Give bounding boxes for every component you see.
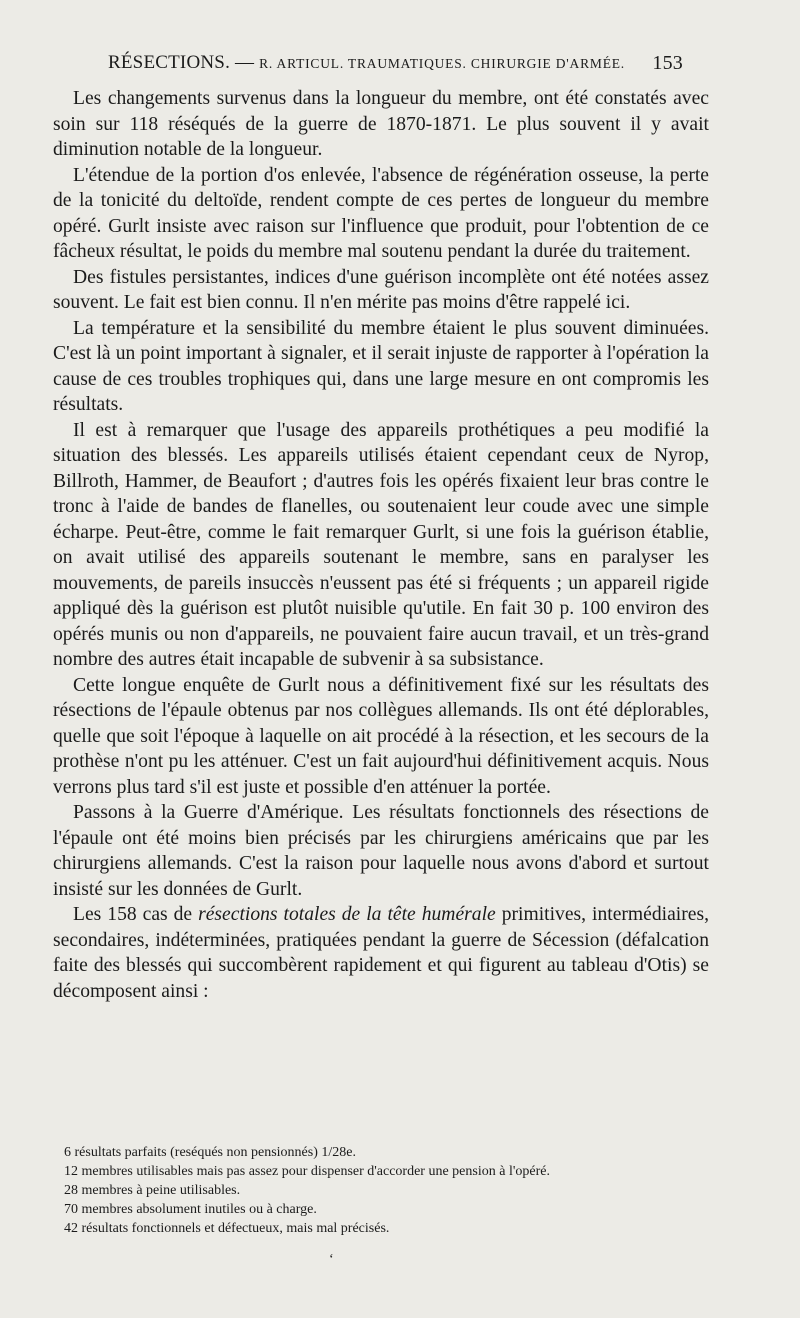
results-list (64, 1143, 714, 1238)
paragraph: Il est à remarquer que l'usage des appareils prothétiques a peu modifié la situation des blessés. Les appareils utilisés étaient cependant ceux de Nyrop, Billroth, Hammer, de Beaufort ; d'autres fois les opérés fixaient leur bras contre le tronc à l'aide de bandes de flanelles, ou soutenaient leur coude avec une simple écharpe. Peut-être, comme le fait remarquer Gurlt, si une fois la guérison établie, on avait utilisé des appareils soutenant le membre, sans en paralyser les mouvements, de pareils insuccès n'eussent pas été si fréquents ; un appareil rigide appliqué dès la guérison est plutôt nuisible qu'utile. En fait 30 p. 100 environ des opérés munis ou non d'appareils, ne pouvaient faire aucun travail, et un très-grand nombre des autres était incapable de subvenir à sa subsistance. (53, 419, 709, 670)
body-text (53, 86, 709, 1004)
paragraph: La température et la sensibilité du membre étaient le plus souvent diminuées. C'est là un point important à signaler, et il serait injuste de rapporter à l'opération la cause de ces troubles trophiques qui, dans une large mesure en ont compromis les résultats. (53, 317, 709, 415)
result-line: 42 résultats fonctionnels et défectueux, mais mal précisés. (64, 1221, 390, 1236)
paragraph: Passons à la Guerre d'Amérique. Les résultats fonctionnels des résections de l'épaule ont été moins bien précisés par les chirurgiens américains que par les chirurgiens allemands. C'est la raison pour laquelle nous avons d'abord et surtout insisté sur les données de Gurlt. (53, 802, 709, 900)
result-line: 70 membres absolument inutiles ou à charge. (64, 1202, 317, 1217)
paragraph-start: Les 158 cas de (73, 904, 199, 925)
paragraph: Les changements survenus dans la longueur du membre, ont été constatés avec soin sur 118 réséqués de la guerre de 1870-1871. Le plus souvent il y avait diminution notable de la longueur. (53, 88, 709, 160)
bottom-mark: ‘ (329, 1252, 334, 1267)
italic-phrase: résections totales de la tête humérale (198, 904, 496, 925)
paragraph (53, 902, 709, 1004)
running-head-main: RÉSECTIONS. — (108, 52, 255, 73)
paragraph: Des fistules persistantes, indices d'une guérison incomplète ont été notées assez souvent. Le fait est bien connu. Il n'en mérite pas moins d'être rappelé ici. (53, 266, 709, 313)
result-line: 12 membres utilisables mais pas assez pour dispenser d'accorder une pension à l'opéré. (64, 1164, 550, 1179)
result-line: 6 résultats parfaits (reséqués non pensionnés) 1/28e. (64, 1145, 356, 1160)
page-number: 153 (652, 52, 683, 74)
paragraph: Cette longue enquête de Gurlt nous a définitivement fixé sur les résultats des résections de l'épaule obtenus par nos collègues allemands. Ils ont été déplorables, quelle que soit l'époque à laquelle on ait procédé à la résection, et les secours de la prothèse n'ont pu les atténuer. C'est un fait aujourd'hui définitivement acquis. Nous verrons plus tard s'il est juste et possible d'en atténuer la portée. (53, 674, 709, 798)
result-line: 28 membres à peine utilisables. (64, 1183, 241, 1198)
paragraph-end: primitives, intermédiaires, secondaires, indéterminées, pratiquées pendant la guerre de Sécession (défalcation faite des blessés qui succombèrent rapidement et qui figurent au tableau d'Otis) se décomposent ainsi : (53, 904, 709, 1002)
running-head-sub: R. ARTICUL. TRAUMATIQUES. CHIRURGIE D'ARMÉE. (259, 56, 625, 71)
running-header (108, 52, 683, 74)
paragraph: L'étendue de la portion d'os enlevée, l'absence de régénération osseuse, la perte de la tonicité du deltoïde, rendent compte de ces pertes de longueur du membre opéré. Gurlt insiste avec raison sur l'influence que produit, pour l'obtention de ce fâcheux résultat, le poids du membre mal soutenu pendant la durée du traitement. (53, 164, 709, 262)
